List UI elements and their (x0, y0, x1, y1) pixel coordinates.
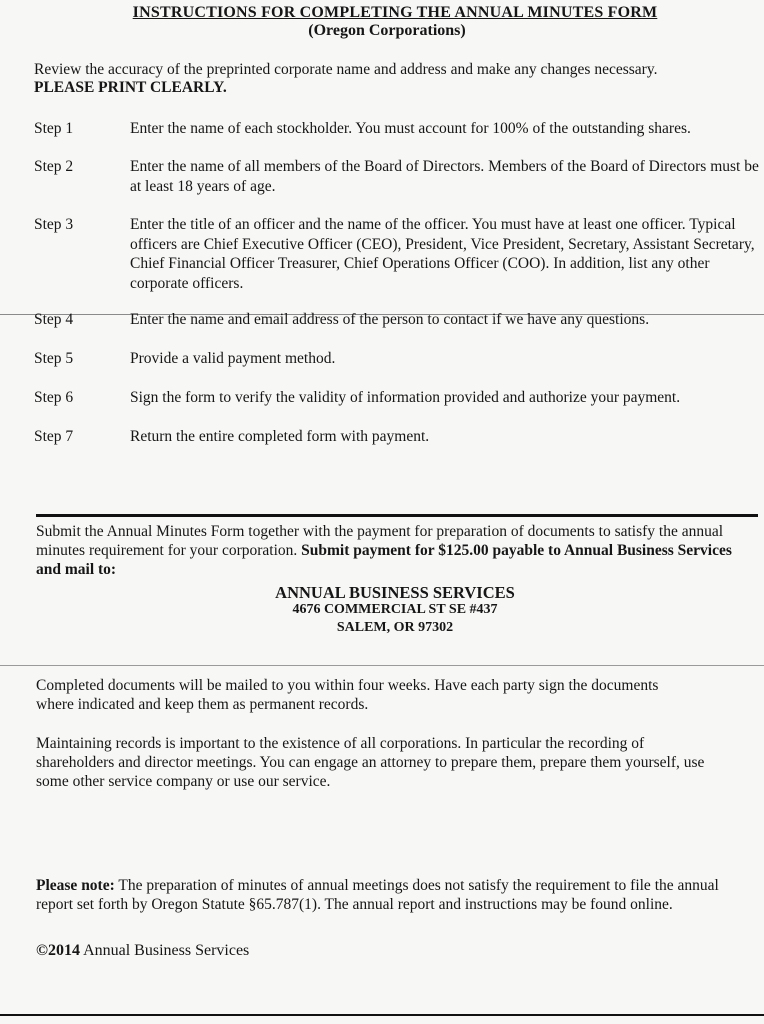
step-label: Step 3 (34, 216, 74, 233)
fold-line (0, 665, 764, 666)
step-text: Sign the form to verify the validity of information provided and authorize your payment. (130, 389, 681, 406)
step-text: Enter the name of all members of the Board of Directors. Members of the Board of Directors must be at least 18 years of age. (130, 158, 759, 195)
step-text: Return the entire completed form with payment. (130, 428, 430, 445)
step-label: Step 1 (34, 120, 74, 137)
mail-to-city: SALEM, OR 97302 (336, 620, 454, 635)
step-label: Step 6 (34, 389, 74, 406)
step-text: Enter the name of each stockholder. You must account for 100% of the outstanding shares. (130, 120, 691, 137)
please-note-text: The preparation of minutes of annual meetings does not satisfy the requirement to file the annual report set forth by Oregon Statute §65.787(1). The annual report and instructions may be found online. (36, 877, 719, 913)
submit-payment-instruction: Submit payment for $125.00 payable to Annual Business Services and mail to: (36, 542, 732, 578)
intro-text: Review the accuracy of the preprinted corporate name and address and make any changes necessary. (34, 61, 658, 78)
section-divider (36, 514, 758, 517)
copyright-holder: Annual Business Services (83, 942, 250, 959)
page-title: INSTRUCTIONS FOR COMPLETING THE ANNUAL MINUTES FORM (132, 4, 658, 21)
please-note-paragraph (36, 876, 752, 914)
intro-section (34, 61, 754, 97)
step-label: Step 2 (34, 158, 74, 175)
step-text: Enter the name and email address of the person to contact if we have any questions. (130, 311, 650, 328)
step-text: Enter the title of an officer and the name of the officer. You must have at least one officer. Typical officers are Chief Executive Officer (CEO), President, Vice President, Secretary, Assistant Secretary, Chief Financial Officer Treasurer, Chief Operations Officer (COO). In addition, list any other corporate officers. (130, 216, 755, 292)
step-label: Step 5 (34, 350, 74, 367)
print-clearly-notice: PLEASE PRINT CLEARLY. (34, 79, 227, 96)
scan-edge-line (0, 1014, 764, 1016)
mail-to-name: ANNUAL BUSINESS SERVICES (275, 583, 515, 602)
mail-to-street: 4676 COMMERCIAL ST SE #437 (292, 602, 498, 617)
step-label: Step 4 (34, 311, 74, 328)
submit-text: Submit the Annual Minutes Form together with the payment for preparation of documents to satisfy the annual minutes requirement for your corporation. (36, 523, 724, 559)
please-note-label: Please note: (36, 877, 115, 894)
step-text: Provide a valid payment method. (130, 350, 336, 367)
mailed-paragraph: Completed documents will be mailed to you within four weeks. Have each party sign the documents where indicated and keep them as permanent records. (36, 677, 659, 713)
submit-paragraph (36, 522, 758, 579)
records-paragraph: Maintaining records is important to the existence of all corporations. In particular the recording of shareholders and director meetings. You can engage an attorney to prepare them, prepare them yourself, use some other service company or use our service. (36, 735, 705, 790)
step-label: Step 7 (34, 428, 74, 445)
page-subtitle: (Oregon Corporations) (308, 22, 466, 39)
copyright (36, 942, 249, 960)
copyright-year: ©2014 (36, 942, 80, 959)
